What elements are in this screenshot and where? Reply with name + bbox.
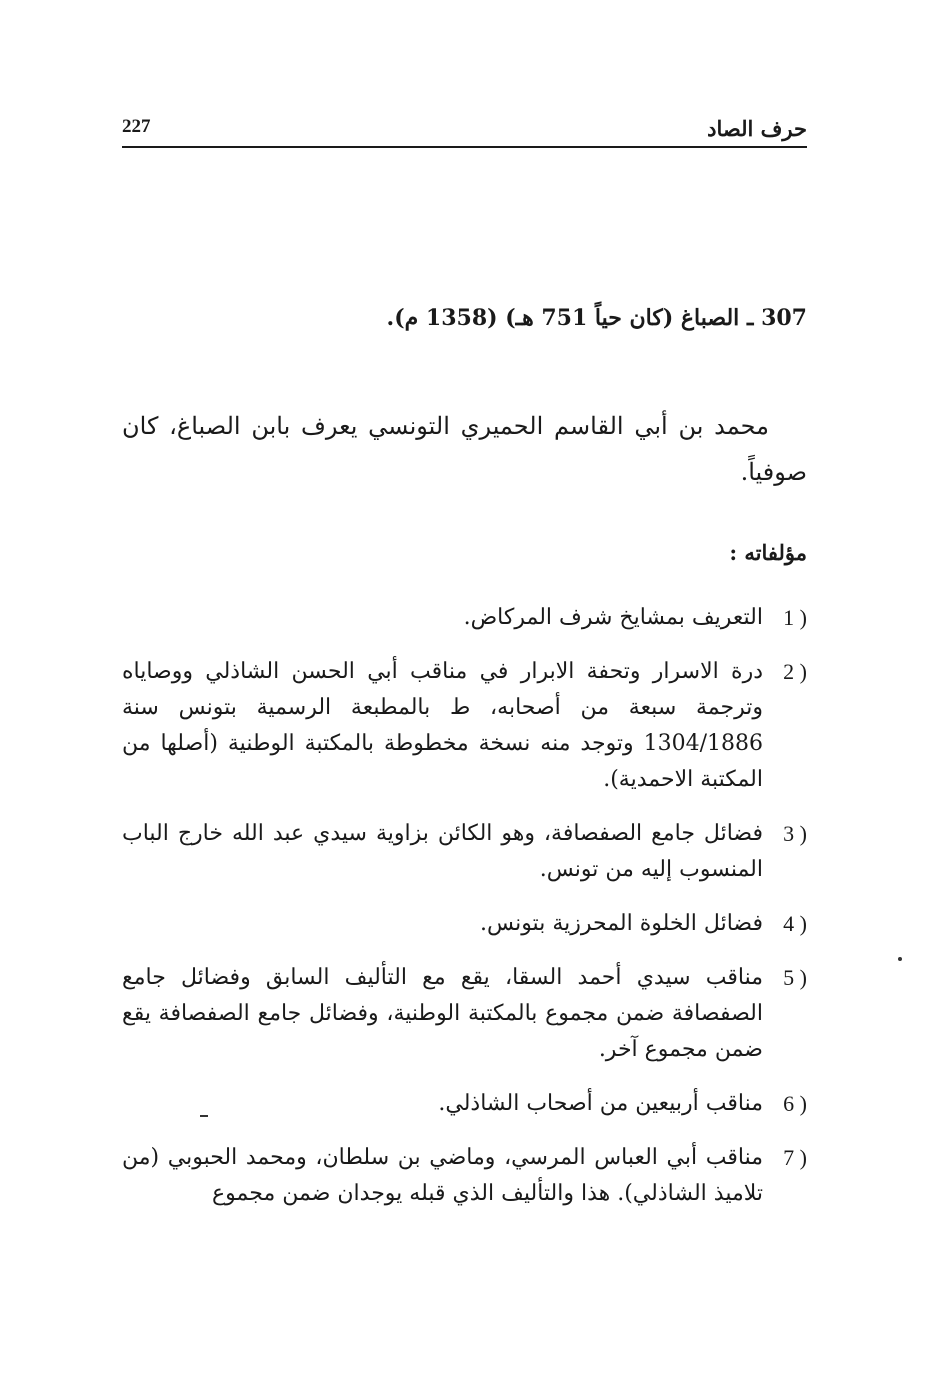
work-number: 7 ) — [783, 1145, 807, 1170]
work-number: 2 ) — [783, 659, 807, 684]
work-item — [122, 816, 807, 888]
work-number: 1 ) — [783, 605, 807, 630]
entry-biography: محمد بن أبي القاسم الحميري التونسي يعرف بابن الصباغ، كان صوفياً. — [122, 412, 807, 486]
scan-mark — [200, 1115, 208, 1117]
work-text: مناقب أربيعين من أصحاب الشاذلي. — [438, 1091, 763, 1116]
work-item — [122, 960, 807, 1068]
work-number: 3 ) — [783, 821, 807, 846]
work-text: مناقب سيدي أحمد السقا، يقع مع التأليف السابق وفضائل جامع الصفصافة ضمن مجموع بالمكتبة الوطنية، وفضائل جامع الصفصافة يقع ضمن مجموع آخر. — [122, 965, 763, 1062]
work-item — [122, 906, 807, 942]
entry-heading: 307 ـ الصباغ (كان حياً 751 هـ) (1358 م). — [386, 305, 807, 331]
running-header — [122, 112, 807, 148]
work-item — [122, 600, 807, 636]
page-number: 227 — [122, 116, 151, 137]
works-list — [122, 600, 807, 1230]
work-number: 4 ) — [783, 911, 807, 936]
work-item — [122, 654, 807, 798]
work-item — [122, 1086, 807, 1122]
chapter-title: حرف الصاد — [707, 116, 807, 141]
work-number: 6 ) — [783, 1091, 807, 1116]
work-text: التعريف بمشايخ شرف المركاض. — [463, 605, 763, 630]
work-text: درة الاسرار وتحفة الابرار في مناقب أبي الحسن الشاذلي ووصاياه وترجمة سبعة من أصحابه، ط بالمطبعة الرسمية بتونس سنة 1304/1886 وتوجد منه نسخة مخطوطة بالمكتبة الوطنية (أصلها من المكتبة الاحمدية). — [122, 659, 763, 792]
header-divider — [122, 146, 807, 148]
work-text: فضائل جامع الصفصافة، وهو الكائن بزاوية سيدي عبد الله خارج الباب المنسوب إليه من تونس. — [122, 821, 763, 882]
work-text: مناقب أبي العباس المرسي، وماضي بن سلطان، ومحمد الحبوبي (من تلاميذ الشاذلي). هذا والتأليف الذي قبله يوجدان ضمن مجموع — [122, 1145, 763, 1206]
work-number: 5 ) — [783, 965, 807, 990]
work-item — [122, 1140, 807, 1212]
works-heading: مؤلفاته : — [729, 540, 807, 565]
scan-speck — [898, 957, 902, 961]
work-text: فضائل الخلوة المحرزية بتونس. — [480, 911, 763, 936]
